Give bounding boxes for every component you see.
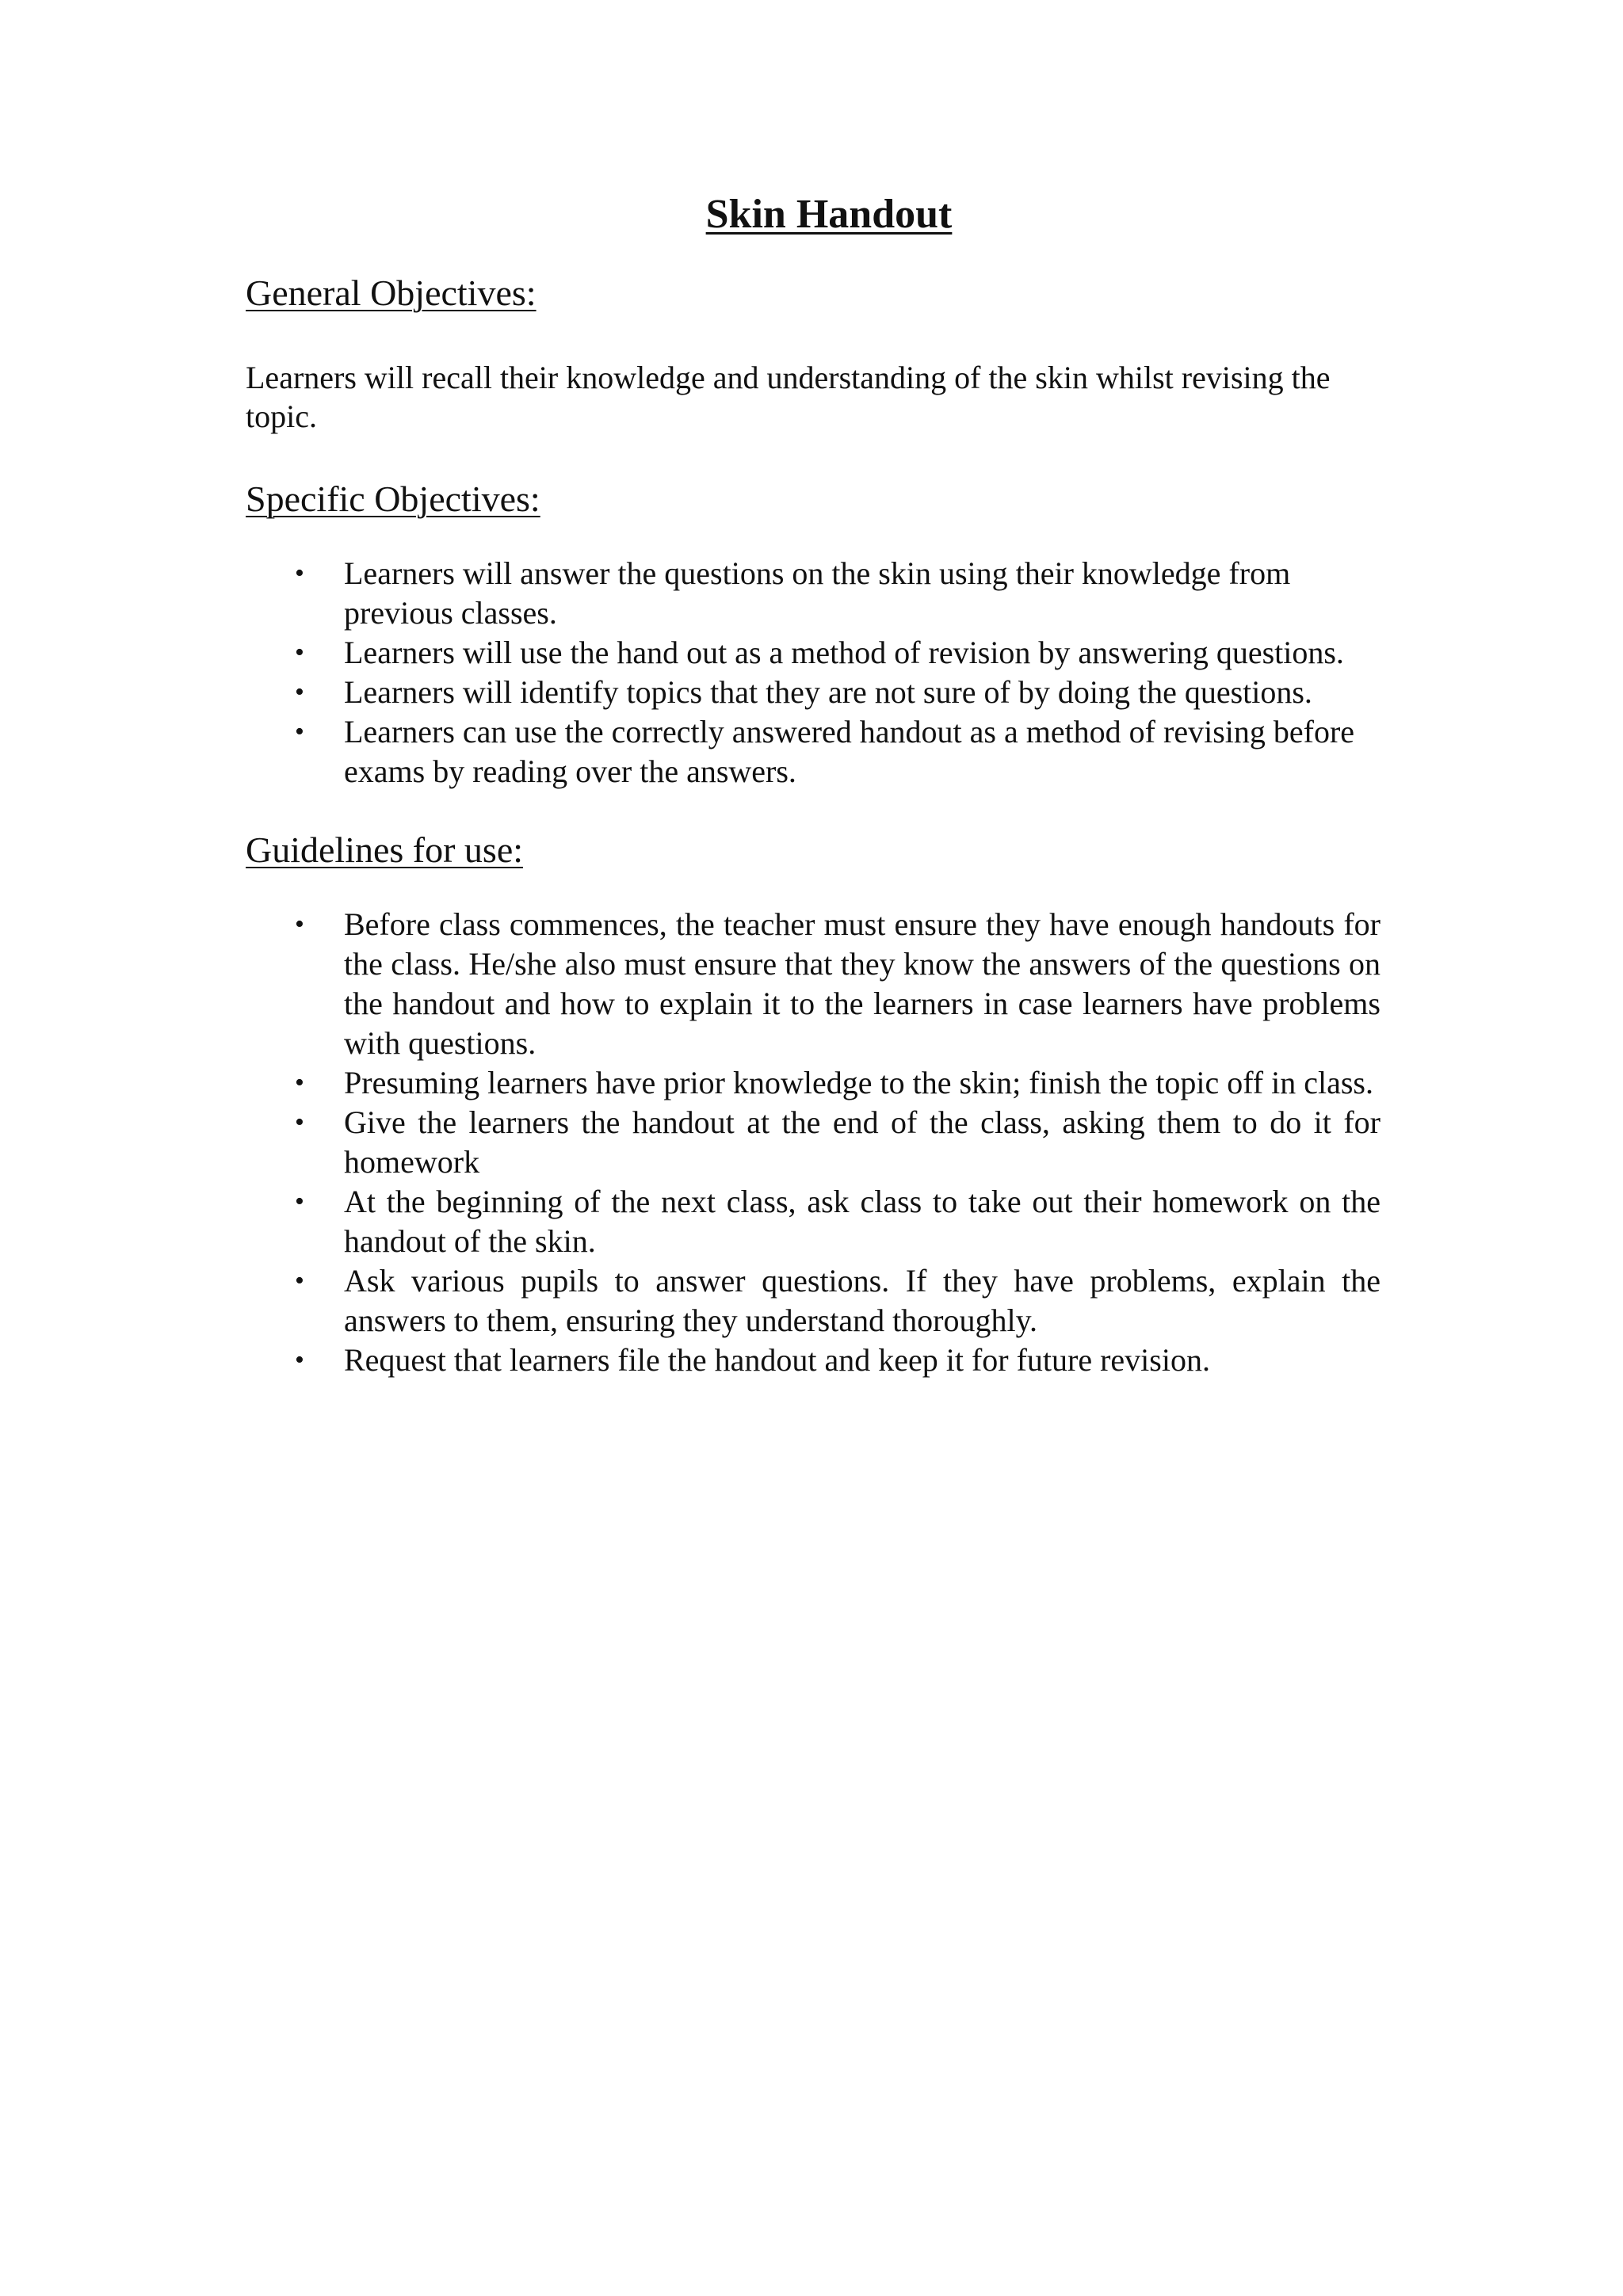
- list-item: [246, 554, 1381, 633]
- list-item-text: Learners will use the hand out as a method of revision by answering questions.: [344, 634, 1344, 670]
- bullet-icon: •: [295, 716, 304, 746]
- list-item-text: Before class commences, the teacher must ensure they have enough handouts for the class. He/she also must ensure that they know the answers of the questions on the handout and how to explain it to the learners in case learners have problems with questions.: [344, 906, 1381, 1061]
- bullet-icon: •: [295, 1186, 304, 1216]
- bullet-icon: •: [295, 677, 304, 707]
- bullet-icon: •: [295, 1107, 304, 1137]
- list-item: [246, 712, 1381, 791]
- list-item: [246, 1103, 1381, 1182]
- specific-objectives-heading: Specific Objectives:: [246, 478, 540, 519]
- general-objectives-heading: General Objectives:: [246, 273, 537, 314]
- list-item: [246, 1341, 1381, 1380]
- bullet-icon: •: [295, 909, 304, 939]
- list-item: [246, 673, 1381, 712]
- list-item: [246, 1182, 1381, 1261]
- list-item: [246, 1063, 1381, 1103]
- list-item-text: Ask various pupils to answer questions. If they have problems, explain the answers to them, ensuring they understand thoroughly.: [344, 1262, 1381, 1338]
- list-item-text: Learners will identify topics that they are not sure of by doing the questions.: [344, 673, 1312, 710]
- bullet-icon: •: [295, 1067, 304, 1097]
- guidelines-list: [246, 905, 1381, 1380]
- guidelines-heading: Guidelines for use:: [246, 829, 524, 870]
- list-item: [246, 633, 1381, 673]
- bullet-icon: •: [295, 1265, 304, 1295]
- list-item-text: Learners will answer the questions on the skin using their knowledge from previous classes.: [344, 555, 1291, 631]
- list-item-text: Give the learners the handout at the end of the class, asking them to do it for homework: [344, 1104, 1381, 1180]
- list-item-text: Learners can use the correctly answered handout as a method of revising before exams by reading over the answers.: [344, 713, 1355, 789]
- list-item-text: Request that learners file the handout and keep it for future revision.: [344, 1341, 1210, 1378]
- list-item-text: At the beginning of the next class, ask class to take out their homework on the handout of the skin.: [344, 1183, 1381, 1259]
- document-content: [246, 190, 1381, 1380]
- general-objectives-paragraph: Learners will recall their knowledge and understanding of the skin whilst revising the topic.: [246, 359, 1331, 434]
- bullet-icon: •: [295, 637, 304, 667]
- bullet-icon: •: [295, 1344, 304, 1375]
- list-item: [246, 1261, 1381, 1341]
- list-item: [246, 905, 1381, 1063]
- bullet-icon: •: [295, 558, 304, 588]
- document-title: Skin Handout: [705, 192, 953, 237]
- specific-objectives-list: [246, 554, 1381, 791]
- list-item-text: Presuming learners have prior knowledge to the skin; finish the topic off in class.: [344, 1064, 1373, 1100]
